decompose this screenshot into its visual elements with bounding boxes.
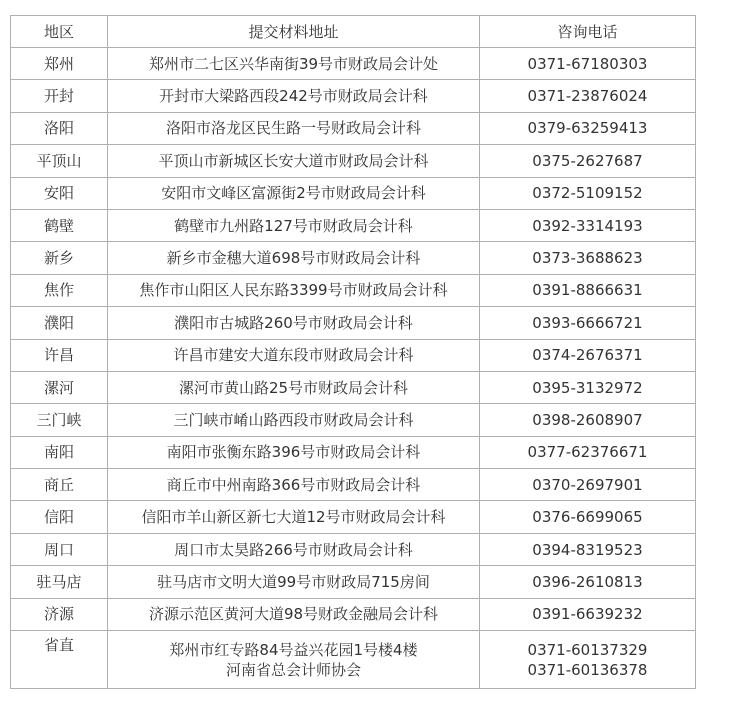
table-row bbox=[11, 177, 696, 209]
table-row bbox=[11, 274, 696, 306]
address-cell: 济源示范区黄河大道98号财政金融局会计科 bbox=[108, 598, 480, 630]
table-row-provincial bbox=[11, 631, 696, 689]
header-address: 提交材料地址 bbox=[108, 16, 480, 48]
phone-cell: 0376-6699065 bbox=[480, 501, 696, 533]
address-cell: 驻马店市文明大道99号市财政局715房间 bbox=[108, 566, 480, 598]
region-cell: 郑州 bbox=[11, 48, 108, 80]
table-row bbox=[11, 209, 696, 241]
region-cell: 漯河 bbox=[11, 371, 108, 403]
address-cell: 安阳市文峰区富源街2号市财政局会计科 bbox=[108, 177, 480, 209]
table-row bbox=[11, 598, 696, 630]
address-cell: 商丘市中州南路366号市财政局会计科 bbox=[108, 469, 480, 501]
header-phone: 咨询电话 bbox=[480, 16, 696, 48]
table-row bbox=[11, 533, 696, 565]
phone-cell: 0371-67180303 bbox=[480, 48, 696, 80]
address-cell: 许昌市建安大道东段市财政局会计科 bbox=[108, 339, 480, 371]
table-row bbox=[11, 501, 696, 533]
header-region: 地区 bbox=[11, 16, 108, 48]
region-cell: 开封 bbox=[11, 80, 108, 112]
phone-cell: 0391-8866631 bbox=[480, 274, 696, 306]
phone-line-2: 0371-60136378 bbox=[527, 660, 648, 679]
address-cell: 南阳市张衡东路396号市财政局会计科 bbox=[108, 436, 480, 468]
table-row bbox=[11, 307, 696, 339]
address-cell: 三门峡市崤山路西段市财政局会计科 bbox=[108, 404, 480, 436]
address-cell: 新乡市金穗大道698号市财政局会计科 bbox=[108, 242, 480, 274]
region-cell: 鹤壁 bbox=[11, 209, 108, 241]
address-cell: 周口市太昊路266号市财政局会计科 bbox=[108, 533, 480, 565]
submission-address-table bbox=[10, 15, 696, 689]
region-cell: 濮阳 bbox=[11, 307, 108, 339]
table-row bbox=[11, 566, 696, 598]
region-cell: 许昌 bbox=[11, 339, 108, 371]
region-cell: 新乡 bbox=[11, 242, 108, 274]
address-cell: 开封市大梁路西段242号市财政局会计科 bbox=[108, 80, 480, 112]
phone-cell: 0394-8319523 bbox=[480, 533, 696, 565]
phone-cell: 0398-2608907 bbox=[480, 404, 696, 436]
phone-line-1: 0371-60137329 bbox=[527, 640, 648, 659]
phone-cell: 0374-2676371 bbox=[480, 339, 696, 371]
phone-cell: 0392-3314193 bbox=[480, 209, 696, 241]
table-row bbox=[11, 80, 696, 112]
address-cell: 漯河市黄山路25号市财政局会计科 bbox=[108, 371, 480, 403]
phone-cell: 0375-2627687 bbox=[480, 145, 696, 177]
phone-cell: 0396-2610813 bbox=[480, 566, 696, 598]
address-line-1: 郑州市红专路84号益兴花园1号楼4楼 bbox=[169, 640, 418, 659]
address-cell: 郑州市二七区兴华南街39号市财政局会计处 bbox=[108, 48, 480, 80]
region-cell: 三门峡 bbox=[11, 404, 108, 436]
table-row bbox=[11, 48, 696, 80]
address-cell: 鹤壁市九州路127号市财政局会计科 bbox=[108, 209, 480, 241]
table-row bbox=[11, 371, 696, 403]
phone-cell: 0379-63259413 bbox=[480, 112, 696, 144]
address-cell: 信阳市羊山新区新七大道12号市财政局会计科 bbox=[108, 501, 480, 533]
table-row bbox=[11, 436, 696, 468]
region-cell: 焦作 bbox=[11, 274, 108, 306]
region-cell: 信阳 bbox=[11, 501, 108, 533]
table-row bbox=[11, 145, 696, 177]
table-row bbox=[11, 339, 696, 371]
region-cell: 省直 bbox=[11, 631, 108, 689]
address-cell: 平顶山市新城区长安大道市财政局会计科 bbox=[108, 145, 480, 177]
phone-cell: 0370-2697901 bbox=[480, 469, 696, 501]
address-line-2: 河南省总会计师协会 bbox=[225, 660, 361, 679]
region-cell: 驻马店 bbox=[11, 566, 108, 598]
region-cell: 济源 bbox=[11, 598, 108, 630]
phone-cell: 0373-3688623 bbox=[480, 242, 696, 274]
table-row bbox=[11, 242, 696, 274]
region-cell: 南阳 bbox=[11, 436, 108, 468]
phone-cell: 0393-6666721 bbox=[480, 307, 696, 339]
region-cell: 周口 bbox=[11, 533, 108, 565]
region-cell: 平顶山 bbox=[11, 145, 108, 177]
phone-cell: 0377-62376671 bbox=[480, 436, 696, 468]
table-row bbox=[11, 404, 696, 436]
address-cell: 焦作市山阳区人民东路3399号市财政局会计科 bbox=[108, 274, 480, 306]
table-header-row bbox=[11, 16, 696, 48]
phone-cell: 0395-3132972 bbox=[480, 371, 696, 403]
table-row bbox=[11, 469, 696, 501]
region-cell: 安阳 bbox=[11, 177, 108, 209]
address-cell: 洛阳市洛龙区民生路一号财政局会计科 bbox=[108, 112, 480, 144]
address-cell: 濮阳市古城路260号市财政局会计科 bbox=[108, 307, 480, 339]
address-cell-multiline bbox=[108, 631, 480, 689]
region-cell: 洛阳 bbox=[11, 112, 108, 144]
phone-cell: 0372-5109152 bbox=[480, 177, 696, 209]
phone-cell: 0391-6639232 bbox=[480, 598, 696, 630]
table-row bbox=[11, 112, 696, 144]
region-cell: 商丘 bbox=[11, 469, 108, 501]
phone-cell-multiline bbox=[480, 631, 696, 689]
phone-cell: 0371-23876024 bbox=[480, 80, 696, 112]
